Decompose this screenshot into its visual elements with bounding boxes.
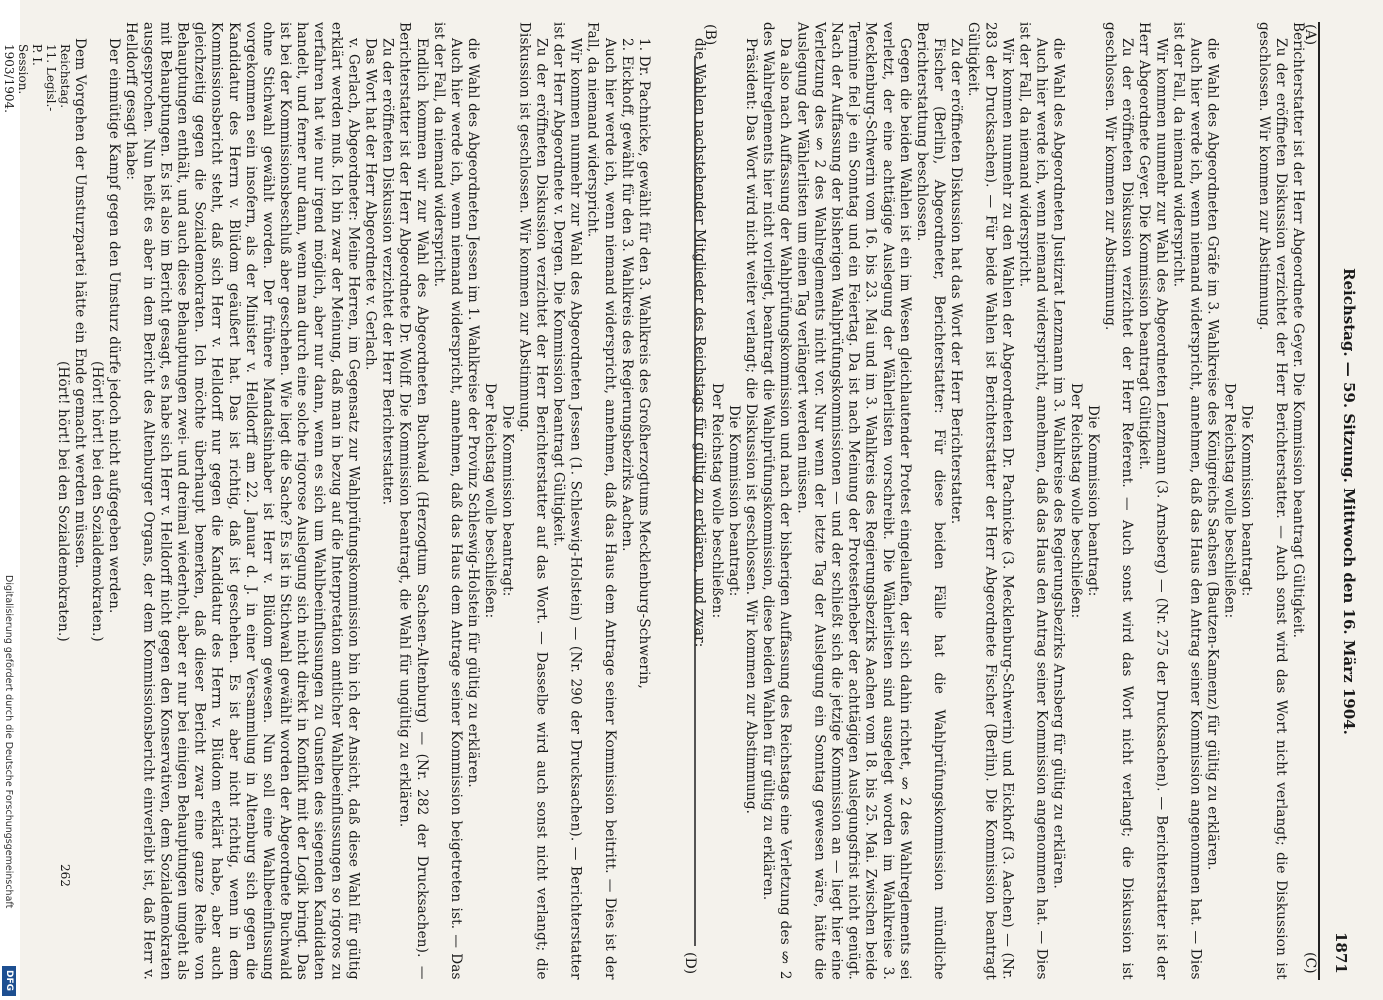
footer-session: Reichstag. 11. Legisl.-P. I. Session. 1903/1904. xyxy=(2,44,72,113)
paragraph: v. Gerlach, Abgeordneter: Meine Herren, im Gegensatz zur Wahlprüfungskommission bin ich der Ansicht, daß diese Wahl für gültig erklärt werden muß. Ich bin zwar der Meinung, daß man in bezug auf die Interpretation amtlicher Wahlbeeinflussungen so rigoros zu verfahren hat wie nur irgend möglich, aber nur dann, wenn es sich um Wahlbeeinflussungen zu Gunsten des siegenden Kandidaten handelt, und ferner nur dann, wenn man durch eine solche rigorose Auslegung sich nicht direkt in Konflikt mit der Logik bringt. Das ist bei der Kommissionsbeschluß aber geschehen. Wie liegt die Sache? Es ist in Stichwahl gewählt worden der Abgeordnete Buchwald ohne Stichwahl gewählt worden. Der frühere Mandatsinhaber ist Herr v. Blüdom gewesen. Nun soll eine Wahlbeeinflussung vorgekommen sein insofern, als der Minister v. Helldorff am 22. Januar d. J. in einer Versammlung in Altenburg sich gegen die Kandidatur des Herrn v. Blüdom geäußert hat. Das ist richtig, daß ist geschehen. Es ist aber nicht richtig, wenn in dem Kommissionsbericht steht, daß sich Herr v. Helldorff nur gegen die Kandidatur des Herrn v. Blüdom erklärt habe, aber auch gleichzeitig gegen die Sozialdemokraten. Ich möchte überhaupt bemerken, daß dieser Bericht zwar eine ganze Reihe von Behauptungen enthält, und auch diese Behauptungen zwei- und dreimal wiederholt, aber er nur bei einigen Behauptungen umgeht als mit Behauptungen. Es ist also im Bericht gesagt, es habe sich Herr v. Helldorff nicht gegen den Konservativen, dem Sozialdemokraten ausgesprochen. Nun heißt es aber in dem Bericht des Altenburger Organs, der dem Kommissionsbericht einverleibt ist, daß Herr v. Helldorff gesagt habe: xyxy=(123,22,362,980)
paragraph: Wir kommen nunmehr zu den Wahlen der Abgeordneten Dr. Pachnicke (3. Mecklenburg-Schwerin) und Eickhoff (3. Aachen) — (Nr. 283 der Drucksachen). — Für beide Wahlen ist Berichterstatter der Herr Abgeordnete Fischer (Berlin). Die Kommission beantragt Gültigkeit. xyxy=(965,22,1016,980)
left-text-column xyxy=(691,22,1306,980)
page-title: Reichstag. — 59. Sitzung. Mittwoch den 16. März 1904. xyxy=(1340,267,1358,735)
paragraph: Präsident: Das Wort wird nicht weiter verlangt; die Diskussion ist geschlossen. Wir kommen zur Abstimmung. xyxy=(743,38,759,815)
paragraph: Zu der eröffneten Diskussion verzichtet der Herr Berichterstatter. — Auch sonst wird das Wort nicht verlangt; die Diskussion ist geschlossen. Wir kommen zur Abstimmung. xyxy=(1255,22,1289,980)
paragraph: Auch hier werde ich, wenn niemand widerspricht, annehmen, daß das Haus den Antrag seiner Kommission angenommen hat. — Dies ist der Fall, da niemand widerspricht. xyxy=(1170,22,1204,980)
paragraph: Der Reichstag wolle beschließen: xyxy=(1221,383,1238,619)
digitization-strip xyxy=(0,0,20,1000)
margin-marker-b: (B) xyxy=(702,24,718,46)
paragraph: die Wahl des Abgeordneten Gräfe im 3. Wahlkreise des Königreichs Sachsen (Bautzen-Kamenz) für gültig zu erklären. xyxy=(1204,38,1221,871)
paragraph: Die Kommission beantragt: xyxy=(1238,405,1255,597)
paragraph: Die Kommission beantragt: xyxy=(725,405,742,597)
paragraph: die Wahl des Abgeordneten Jessen im 1. Wahlkreise der Provinz Schleswig-Holstein für gültig zu erklären. xyxy=(465,38,482,789)
paragraph: Auch hier werde ich, wenn niemand widerspricht, annehmen, daß das Haus dem Antrage seiner Kommission beitritt. — Dies ist der Fall, da niemand widerspricht. xyxy=(584,22,618,980)
page-header xyxy=(1324,22,1358,980)
paragraph: Auch hier werde ich, wenn niemand widerspricht, annehmen, daß das Haus dem Antrage seiner Kommission beigetreten ist. — Das ist der Fall, da niemand widerspricht. xyxy=(430,22,464,980)
paragraph: Zu der eröffneten Diskussion hat das Wort der Herr Berichterstatter. xyxy=(948,38,965,525)
paragraph: Zu der eröffneten Diskussion verzichtet der Herr Berichterstatter. xyxy=(379,38,396,506)
paragraph: Der einmütige Kampf gegen den Umsturz dürfe jedoch nicht aufgegeben werden. xyxy=(106,38,123,614)
margin-marker-c: (C) xyxy=(1302,952,1318,974)
paragraph: Fischer (Berlin), Abgeordneter, Berichterstatter: Für diese beiden Fälle hat die Wahlprüfungskommission mündliche Berichterstattung beschlossen. xyxy=(913,22,948,980)
paragraph: die Wahl des Abgeordneten Justizrat Lenzmann im 3. Wahlkreise des Regierungsbezirks Arnsberg für gültig zu erklären. xyxy=(1050,38,1067,890)
paragraph: 1. Dr. Pachnicke, gewählt für den 3. Wahlkreis des Großherzogtums Mecklenburg-Schwerin, xyxy=(636,38,652,690)
paragraph: Die Kommission beantragt: xyxy=(499,405,516,597)
paragraph: Da also nach Auffassung der Wahlprüfungskommission und nach der bisherigen Auffassung des Reichstags eine Verletzung des § 2 des Wahlreglements hier nicht vorliegt, beantragt die Wahlprüfungskommission, diese beiden Wahlen für gültig zu erklären. xyxy=(760,22,794,980)
paragraph: Der Reichstag wolle beschließen: xyxy=(1067,383,1084,619)
paragraph: Zu der eröffneten Diskussion verzichtet der Herr Berichterstatter auf das Wort. — Dasselbe wird auch sonst nicht verlangt; die Diskussion ist geschlossen. Wir kommen zur Abstimmung. xyxy=(516,22,550,980)
paragraph: (Hört! hört! bei den Sozialdemokraten.) xyxy=(54,360,71,642)
paragraph: Zu der eröffneten Diskussion verzichtet der Herr Referent. — Auch sonst wird das Wort nicht verlangt; die Diskussion ist geschlossen. Wir kommen zur Abstimmung. xyxy=(1101,22,1136,980)
digitization-note: Digitalisierung gefördert durch die Deutsche Forschungsgemeinschaft xyxy=(3,575,14,909)
margin-marker-d: (D) xyxy=(682,951,698,974)
paragraph: Der Reichstag wolle beschließen: xyxy=(482,383,499,619)
paragraph: Wir kommen nunmehr zur Wahl des Abgeordneten Jessen (1. Schleswig-Holstein) — (Nr. 290 der Drucksachen). — Berichterstatter ist der Herr Abgeordnete v. Dergen. Die Kommission beantragt Gültigkeit. xyxy=(550,22,584,980)
paragraph: Berichterstatter ist der Herr Abgeordnete Geyer. Die Kommission beantragt Gültigkeit. xyxy=(1290,22,1306,639)
paragraph: (Hört! hört! bei den Sozialdemokraten.) xyxy=(89,360,105,642)
paragraph: Der Reichstag wolle beschließen: xyxy=(708,383,725,619)
paragraph: Endlich kommen wir zur Wahl des Abgeordneten Buchwald (Herzogtum Sachsen-Altenburg) — (Nr. 282 der Drucksachen). — Berichterstatter ist der Herr Abgeordnete Dr. Wolff. Die Kommission beantragt, die Wahl für ungültig zu erklären. xyxy=(396,22,430,980)
paragraph: Auch hier werde ich, wenn niemand widerspricht, annehmen, daß das Haus den Antrag seiner Kommission angenommen hat. — Dies ist der Fall, da niemand widerspricht. xyxy=(1016,22,1050,980)
page-number: 1871 xyxy=(1332,932,1350,974)
paragraph: Gegen die beiden Wahlen ist ein im Wesen gleichlautender Protest eingelaufen, der sich dahin richtet, § 2 des Wahlreglements sei verletzt, der eine achttägige Auslegung der Wählerlisten vorschreibt. Die Wählerlisten sind ausgelegt worden im Wahlkreise 3. Mecklenburg-Schwerin vom 16. bis 23. Mai und im 3. Wahlkreis des Regierungsbezirks Aachen vom 18. bis 25. Mai. Zwischen beide Termine fiel je ein Sonntag und ein Feiertag. Da ist nach Meinung der Protesterheber der achttägigen Auslegungsfrist nicht genügt. Nach der Auffassung der bisherigen Wahlprüfungskommissionen — und der schließt sich die jetzige Kommission an — liegt hier eine Verletzung des § 2 des Wahlreglements nicht vor. Nur wenn der letzte Tag der Auslegung ein Sonntag gewesen wäre, hätte die Auslegung der Wählerlisten um einen Tag verlängert werden müssen. xyxy=(794,22,913,980)
footer-folio: 262 xyxy=(58,864,72,887)
paragraph: Das Wort hat der Herr Abgeordnete v. Gerlach. xyxy=(362,38,379,371)
paragraph: Dem Vorgehen der Umsturzpartei hätte ein Ende gemacht werden müssen. xyxy=(71,38,88,569)
margin-marker-a: (A) xyxy=(1302,24,1318,46)
dfg-logo: DFG xyxy=(2,966,16,996)
paragraph: die Wahlen nachstehender Mitglieder des Reichstags für gültig zu erklären, und zwar: xyxy=(691,38,708,648)
paragraph: Wir kommen nunmehr zur Wahl des Abgeordneten Lenzmann (3. Arnsberg) — (Nr. 275 der Drucksachen). — Berichterstatter ist der Herr Abgeordnete Geyer. Die Kommission beantragt Gültigkeit. xyxy=(1136,22,1170,980)
paragraph: 2. Eickhoff, gewählt für den 3. Wahlkreis des Regierungsbezirks Aachen. xyxy=(618,38,635,552)
header-rule xyxy=(1318,22,1320,980)
paragraph: Die Kommission beantragt: xyxy=(1084,405,1101,597)
